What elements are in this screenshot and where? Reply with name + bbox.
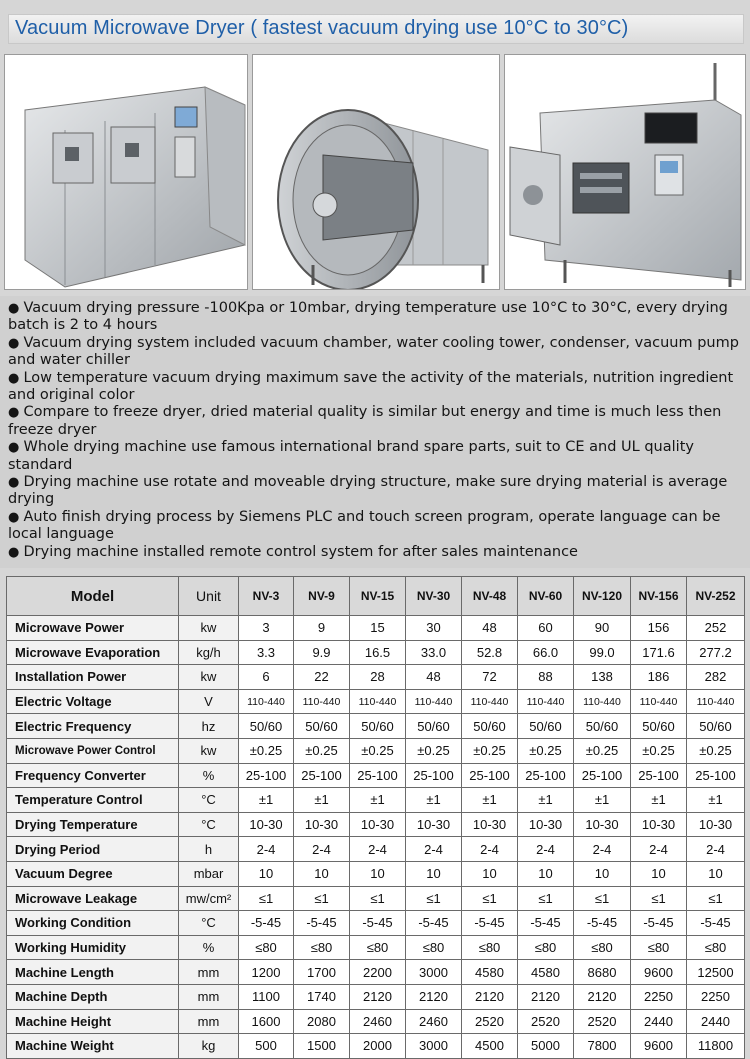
spec-header-row xyxy=(7,577,745,616)
spec-label: Electric Frequency xyxy=(7,714,179,739)
spec-value: -5-45 xyxy=(294,911,350,936)
spec-value: ±1 xyxy=(631,788,687,813)
model-column-header: NV-60 xyxy=(518,577,574,616)
spec-unit: kw xyxy=(179,738,239,763)
spec-value: 1200 xyxy=(239,960,294,985)
spec-value: ≤80 xyxy=(631,935,687,960)
spec-row xyxy=(7,640,745,665)
spec-unit: kg xyxy=(179,1034,239,1059)
spec-value: 10 xyxy=(239,861,294,886)
spec-value: 50/60 xyxy=(687,714,745,739)
model-column-header: NV-252 xyxy=(687,577,745,616)
title-bar xyxy=(8,14,744,44)
spec-unit: °C xyxy=(179,788,239,813)
spec-value: 28 xyxy=(350,665,406,690)
spec-value: 2460 xyxy=(350,1009,406,1034)
spec-value: 11800 xyxy=(687,1034,745,1059)
spec-unit: °C xyxy=(179,911,239,936)
spec-value: 10 xyxy=(294,861,350,886)
spec-value: 10-30 xyxy=(294,812,350,837)
spec-value: 2-4 xyxy=(687,837,745,862)
spec-value: 2250 xyxy=(631,984,687,1009)
feature-item: ● Vacuum drying pressure -100Kpa or 10mbar, drying temperature use 10°C to 30°C, every drying batch is 2 to 4 hours xyxy=(8,300,742,335)
spec-value: 10 xyxy=(687,861,745,886)
spec-value: 110-440 xyxy=(406,689,462,714)
spec-value: ±0.25 xyxy=(631,738,687,763)
spec-value: 282 xyxy=(687,665,745,690)
spec-value: 25-100 xyxy=(406,763,462,788)
spec-value: 10-30 xyxy=(518,812,574,837)
spec-unit: mm xyxy=(179,1009,239,1034)
spec-value: 50/60 xyxy=(518,714,574,739)
spec-value: 88 xyxy=(518,665,574,690)
spec-unit: mm xyxy=(179,960,239,985)
spec-value: 1600 xyxy=(239,1009,294,1034)
feature-item: ● Whole drying machine use famous international brand spare parts, suit to CE and UL quality standard xyxy=(8,439,742,474)
spec-row xyxy=(7,1009,745,1034)
spec-value: -5-45 xyxy=(631,911,687,936)
spec-label: Drying Period xyxy=(7,837,179,862)
spec-value: ≤1 xyxy=(350,886,406,911)
spec-value: ±0.25 xyxy=(574,738,631,763)
spec-unit: % xyxy=(179,763,239,788)
spec-row xyxy=(7,911,745,936)
spec-row xyxy=(7,837,745,862)
spec-value: 10-30 xyxy=(239,812,294,837)
spec-value: 2460 xyxy=(406,1009,462,1034)
spec-value: 48 xyxy=(406,665,462,690)
spec-label: Microwave Power xyxy=(7,616,179,641)
spec-value: 2-4 xyxy=(350,837,406,862)
spec-value: 2-4 xyxy=(406,837,462,862)
spec-value: ≤1 xyxy=(574,886,631,911)
spec-value: 2-4 xyxy=(574,837,631,862)
spec-row xyxy=(7,714,745,739)
spec-value: 1740 xyxy=(294,984,350,1009)
spec-unit: mbar xyxy=(179,861,239,886)
spec-value: ±0.25 xyxy=(294,738,350,763)
model-column-header: NV-156 xyxy=(631,577,687,616)
spec-label: Frequency Converter xyxy=(7,763,179,788)
spec-row xyxy=(7,689,745,714)
spec-row xyxy=(7,861,745,886)
spec-value: 2120 xyxy=(406,984,462,1009)
spec-row xyxy=(7,738,745,763)
spec-value: 4580 xyxy=(518,960,574,985)
spec-label: Vacuum Degree xyxy=(7,861,179,886)
spec-value: ≤1 xyxy=(518,886,574,911)
spec-value: ≤80 xyxy=(239,935,294,960)
spec-value: 156 xyxy=(631,616,687,641)
spec-value: 2-4 xyxy=(518,837,574,862)
model-column-header: NV-120 xyxy=(574,577,631,616)
spec-value: 10 xyxy=(406,861,462,886)
spec-row xyxy=(7,763,745,788)
spec-value: 25-100 xyxy=(518,763,574,788)
spec-label: Working Condition xyxy=(7,911,179,936)
spec-value: 25-100 xyxy=(687,763,745,788)
spec-value: 50/60 xyxy=(294,714,350,739)
spec-value: 50/60 xyxy=(406,714,462,739)
spec-value: 6 xyxy=(239,665,294,690)
spec-unit: kw xyxy=(179,665,239,690)
spec-value: 7800 xyxy=(574,1034,631,1059)
spec-value: ±1 xyxy=(294,788,350,813)
spec-value: 2-4 xyxy=(462,837,518,862)
spec-unit: kw xyxy=(179,616,239,641)
spec-value: 500 xyxy=(239,1034,294,1059)
spec-value: 25-100 xyxy=(294,763,350,788)
spec-value: 2520 xyxy=(462,1009,518,1034)
spec-value: 2120 xyxy=(574,984,631,1009)
spec-label: Electric Voltage xyxy=(7,689,179,714)
spec-table-body xyxy=(7,616,745,1059)
spec-value: 2-4 xyxy=(294,837,350,862)
spec-value: 3 xyxy=(239,616,294,641)
spec-value: ≤80 xyxy=(574,935,631,960)
spec-value: ≤80 xyxy=(406,935,462,960)
spec-label: Working Humidity xyxy=(7,935,179,960)
spec-value: 16.5 xyxy=(350,640,406,665)
spec-value: ≤1 xyxy=(631,886,687,911)
spec-row xyxy=(7,886,745,911)
spec-table-container xyxy=(6,576,744,1054)
spec-row xyxy=(7,616,745,641)
spec-value: -5-45 xyxy=(574,911,631,936)
spec-value: -5-45 xyxy=(687,911,745,936)
spec-value: 25-100 xyxy=(350,763,406,788)
spec-value: 2520 xyxy=(574,1009,631,1034)
spec-value: 2080 xyxy=(294,1009,350,1034)
spec-value: 12500 xyxy=(687,960,745,985)
spec-value: 25-100 xyxy=(574,763,631,788)
unit-header: Unit xyxy=(179,577,239,616)
spec-value: 186 xyxy=(631,665,687,690)
spec-value: 48 xyxy=(462,616,518,641)
spec-row xyxy=(7,812,745,837)
spec-row xyxy=(7,665,745,690)
feature-item: ● Low temperature vacuum drying maximum save the activity of the materials, nutrition ingredient and original color xyxy=(8,370,742,405)
photo-dryer-open-door xyxy=(504,54,746,290)
spec-value: 10-30 xyxy=(406,812,462,837)
spec-value: ≤1 xyxy=(462,886,518,911)
spec-value: ±0.25 xyxy=(462,738,518,763)
spec-value: 30 xyxy=(406,616,462,641)
spec-row xyxy=(7,935,745,960)
model-column-header: NV-9 xyxy=(294,577,350,616)
spec-value: 25-100 xyxy=(462,763,518,788)
spec-value: 2440 xyxy=(631,1009,687,1034)
spec-value: 10-30 xyxy=(350,812,406,837)
spec-value: ±1 xyxy=(462,788,518,813)
spec-value: 2120 xyxy=(462,984,518,1009)
spec-value: 110-440 xyxy=(462,689,518,714)
spec-value: 3000 xyxy=(406,960,462,985)
spec-value: ±1 xyxy=(687,788,745,813)
spec-value: 1500 xyxy=(294,1034,350,1059)
spec-value: 10 xyxy=(574,861,631,886)
spec-label: Microwave Leakage xyxy=(7,886,179,911)
spec-label: Machine Weight xyxy=(7,1034,179,1059)
spec-value: 4580 xyxy=(462,960,518,985)
spec-value: -5-45 xyxy=(239,911,294,936)
spec-row xyxy=(7,960,745,985)
spec-value: 1700 xyxy=(294,960,350,985)
model-column-header: NV-48 xyxy=(462,577,518,616)
spec-unit: mw/cm² xyxy=(179,886,239,911)
spec-value: 110-440 xyxy=(574,689,631,714)
spec-value: 10-30 xyxy=(631,812,687,837)
spec-value: -5-45 xyxy=(350,911,406,936)
spec-value: 22 xyxy=(294,665,350,690)
spec-value: 138 xyxy=(574,665,631,690)
spec-value: 60 xyxy=(518,616,574,641)
spec-value: 72 xyxy=(462,665,518,690)
spec-value: ±1 xyxy=(574,788,631,813)
feature-item: ● Drying machine use rotate and moveable drying structure, make sure drying material is average drying xyxy=(8,474,742,509)
spec-row xyxy=(7,788,745,813)
spec-value: 66.0 xyxy=(518,640,574,665)
spec-value: 15 xyxy=(350,616,406,641)
spec-value: ±0.25 xyxy=(687,738,745,763)
spec-value: 277.2 xyxy=(687,640,745,665)
spec-value: ≤1 xyxy=(294,886,350,911)
spec-value: 10-30 xyxy=(462,812,518,837)
spec-value: 110-440 xyxy=(631,689,687,714)
model-header: Model xyxy=(7,577,179,616)
feature-list xyxy=(0,296,750,568)
spec-value: ≤80 xyxy=(294,935,350,960)
spec-label: Machine Length xyxy=(7,960,179,985)
spec-value: -5-45 xyxy=(462,911,518,936)
spec-value: ≤1 xyxy=(687,886,745,911)
spec-value: 110-440 xyxy=(687,689,745,714)
spec-value: 52.8 xyxy=(462,640,518,665)
spec-value: 10-30 xyxy=(687,812,745,837)
model-column-header: NV-15 xyxy=(350,577,406,616)
spec-value: 2000 xyxy=(350,1034,406,1059)
spec-value: 2250 xyxy=(687,984,745,1009)
spec-value: 10-30 xyxy=(574,812,631,837)
spec-value: 5000 xyxy=(518,1034,574,1059)
spec-label: Installation Power xyxy=(7,665,179,690)
spec-value: 50/60 xyxy=(350,714,406,739)
spec-label: Microwave Evaporation xyxy=(7,640,179,665)
spec-label: Temperature Control xyxy=(7,788,179,813)
model-column-header: NV-3 xyxy=(239,577,294,616)
spec-value: 3.3 xyxy=(239,640,294,665)
spec-value: 2520 xyxy=(518,1009,574,1034)
spec-value: ≤80 xyxy=(518,935,574,960)
spec-value: 10 xyxy=(462,861,518,886)
photo-vacuum-chamber xyxy=(252,54,500,290)
spec-value: 9 xyxy=(294,616,350,641)
feature-item: ● Auto finish drying process by Siemens PLC and touch screen program, operate language can be local language xyxy=(8,509,742,544)
spec-value: ±1 xyxy=(406,788,462,813)
spec-value: 10 xyxy=(518,861,574,886)
spec-value: 3000 xyxy=(406,1034,462,1059)
spec-row xyxy=(7,984,745,1009)
spec-value: 90 xyxy=(574,616,631,641)
spec-label: Machine Height xyxy=(7,1009,179,1034)
spec-value: ±1 xyxy=(350,788,406,813)
spec-value: 50/60 xyxy=(631,714,687,739)
product-photos xyxy=(0,52,750,292)
spec-value: 99.0 xyxy=(574,640,631,665)
feature-item: ● Compare to freeze dryer, dried material quality is similar but energy and time is much less then freeze dryer xyxy=(8,404,742,439)
feature-item: ● Vacuum drying system included vacuum chamber, water cooling tower, condenser, vacuum pump and water chiller xyxy=(8,335,742,370)
spec-unit: kg/h xyxy=(179,640,239,665)
photo-dryer-front xyxy=(4,54,248,290)
spec-value: 4500 xyxy=(462,1034,518,1059)
spec-unit: hz xyxy=(179,714,239,739)
spec-row xyxy=(7,1034,745,1059)
spec-label: Machine Depth xyxy=(7,984,179,1009)
spec-value: 50/60 xyxy=(462,714,518,739)
spec-value: 2120 xyxy=(350,984,406,1009)
spec-value: 8680 xyxy=(574,960,631,985)
spec-value: ±0.25 xyxy=(518,738,574,763)
spec-unit: mm xyxy=(179,984,239,1009)
spec-value: -5-45 xyxy=(406,911,462,936)
spec-value: ≤1 xyxy=(406,886,462,911)
spec-unit: % xyxy=(179,935,239,960)
spec-value: ≤80 xyxy=(350,935,406,960)
spec-value: 2440 xyxy=(687,1009,745,1034)
spec-value: 110-440 xyxy=(350,689,406,714)
spec-value: 2200 xyxy=(350,960,406,985)
spec-value: 25-100 xyxy=(239,763,294,788)
feature-item: ● Drying machine installed remote control system for after sales maintenance xyxy=(8,544,742,561)
spec-value: ±1 xyxy=(239,788,294,813)
spec-value: ±1 xyxy=(518,788,574,813)
spec-value: 2120 xyxy=(518,984,574,1009)
spec-value: 10 xyxy=(631,861,687,886)
spec-value: ≤1 xyxy=(239,886,294,911)
spec-value: 10 xyxy=(350,861,406,886)
spec-value: -5-45 xyxy=(518,911,574,936)
spec-unit: V xyxy=(179,689,239,714)
spec-table xyxy=(6,576,745,1059)
spec-value: 25-100 xyxy=(631,763,687,788)
spec-value: 110-440 xyxy=(518,689,574,714)
spec-unit: °C xyxy=(179,812,239,837)
spec-value: 50/60 xyxy=(239,714,294,739)
spec-value: 9.9 xyxy=(294,640,350,665)
spec-value: ≤80 xyxy=(462,935,518,960)
spec-value: ±0.25 xyxy=(350,738,406,763)
spec-value: 110-440 xyxy=(239,689,294,714)
spec-label: Microwave Power Control xyxy=(7,738,179,763)
spec-value: ≤80 xyxy=(687,935,745,960)
spec-value: 9600 xyxy=(631,1034,687,1059)
spec-value: 1100 xyxy=(239,984,294,1009)
spec-value: ±0.25 xyxy=(239,738,294,763)
spec-value: ±0.25 xyxy=(406,738,462,763)
spec-value: 2-4 xyxy=(631,837,687,862)
spec-value: 171.6 xyxy=(631,640,687,665)
model-column-header: NV-30 xyxy=(406,577,462,616)
spec-value: 9600 xyxy=(631,960,687,985)
spec-value: 50/60 xyxy=(574,714,631,739)
spec-value: 110-440 xyxy=(294,689,350,714)
spec-label: Drying Temperature xyxy=(7,812,179,837)
page-title: Vacuum Microwave Dryer ( fastest vacuum drying use 10°C to 30°C) xyxy=(15,17,629,39)
spec-value: 252 xyxy=(687,616,745,641)
spec-value: 33.0 xyxy=(406,640,462,665)
spec-value: 2-4 xyxy=(239,837,294,862)
spec-unit: h xyxy=(179,837,239,862)
